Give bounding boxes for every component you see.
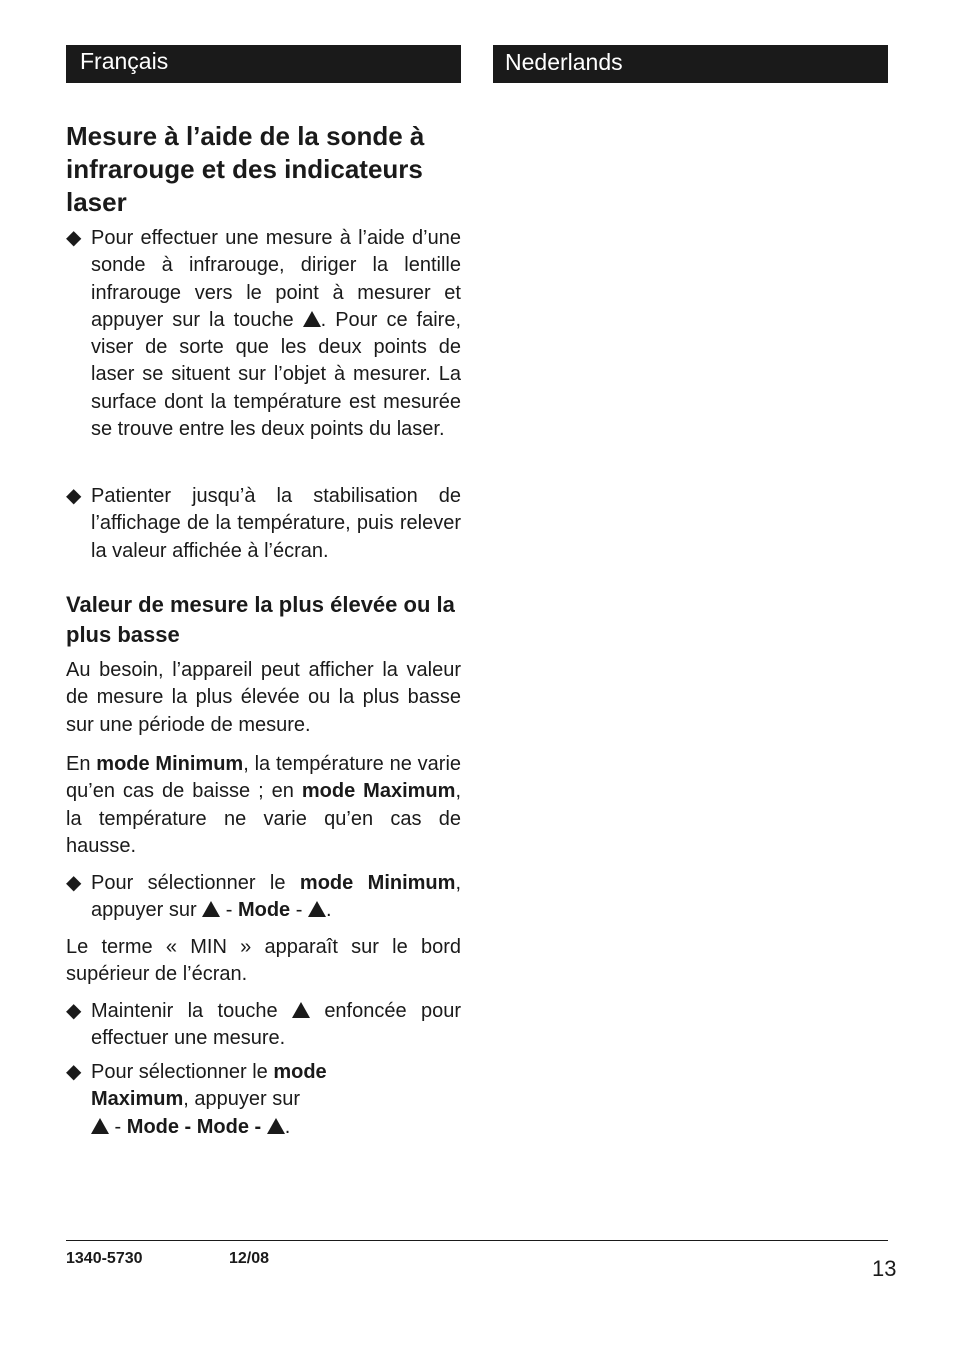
up-triangle-key-icon [308, 901, 326, 917]
paragraph-min-indicator: Le terme « MIN » apparaît sur le bord supérieur de l’écran. [66, 936, 461, 986]
document-code: 1340-5730 [66, 1250, 143, 1267]
text: , appuyer sur [91, 872, 461, 922]
up-triangle-key-icon [202, 901, 220, 917]
bullet-item-select-minimum [66, 870, 461, 925]
up-triangle-key-icon [303, 311, 321, 327]
up-triangle-key-icon [292, 1002, 310, 1018]
bullet-item-infrared-measure [66, 225, 461, 443]
up-triangle-key-icon [267, 1118, 285, 1134]
text: , la température ne varie qu’en cas de hausse. [66, 780, 461, 857]
text: - [220, 899, 238, 922]
text: , appuyer sur [183, 1088, 300, 1111]
language-header-dutch [493, 45, 888, 83]
text: . [284, 1115, 291, 1138]
diamond-bullet-icon: ◆ [66, 485, 82, 507]
text: enfoncée pour effectuer une mesure. [91, 1000, 461, 1050]
diamond-bullet-icon: ◆ [66, 1061, 82, 1083]
text: Pour sélectionner le [91, 1061, 274, 1083]
bullet-item-wait-stabilization [66, 483, 461, 565]
section-title: Mesure à l’aide de la sonde à infrarouge et des indicateurs laser [66, 121, 425, 217]
text: . [325, 899, 332, 922]
diamond-bullet-icon: ◆ [66, 227, 82, 249]
language-label-french: Français [80, 48, 169, 74]
bold-text: mode Minimum [96, 753, 244, 775]
text: Maintenir la touche [91, 1000, 292, 1022]
bold-text: mode Maximum [301, 780, 456, 803]
footer-divider [66, 1240, 888, 1241]
text: - [109, 1115, 127, 1138]
text: En [66, 753, 97, 775]
language-label-dutch: Nederlands [505, 49, 623, 75]
text: Pour sélectionner le [91, 872, 300, 894]
text: , la température ne varie qu’en cas de baisse ; en [66, 753, 462, 803]
page-number: 13 [872, 1256, 897, 1281]
bold-text: Mode [237, 899, 291, 922]
bold-text: Mode - Mode - [126, 1115, 267, 1138]
paragraph-modes [66, 751, 461, 860]
paragraph-intro: Au besoin, l’appareil peut afficher la valeur de mesure la plus élevée ou la plus basse sur une période de mesure. [66, 659, 461, 736]
bold-text: mode Minimum [299, 872, 456, 894]
bullet-text: Patienter jusqu’à la stabilisation de l’affichage de la température, puis relever la valeur affichée à l’écran. [91, 485, 461, 562]
document-date: 12/08 [229, 1250, 270, 1267]
subsection-title: Valeur de mesure la plus élevée ou la plus basse [66, 592, 455, 647]
bold-text: mode Maximum [91, 1061, 327, 1111]
up-triangle-key-icon [91, 1118, 109, 1134]
diamond-bullet-icon: ◆ [66, 1000, 82, 1022]
text: - [290, 899, 308, 922]
diamond-bullet-icon: ◆ [66, 872, 82, 894]
bullet-text: . Pour ce faire, viser de sorte que les deux points de laser se situent sur l’objet à mesurer. La surface dont la température est mesurée se trouve entre les deux points du laser. [91, 308, 462, 441]
bullet-text: Pour effectuer une mesure à l’aide d’une sonde à infrarouge, diriger la lentille infrarouge vers le point à mesurer et appuyer sur la touche [91, 227, 461, 331]
bullet-item-hold-key [66, 998, 461, 1053]
bullet-item-select-maximum [66, 1059, 366, 1141]
language-header-french [66, 45, 461, 83]
